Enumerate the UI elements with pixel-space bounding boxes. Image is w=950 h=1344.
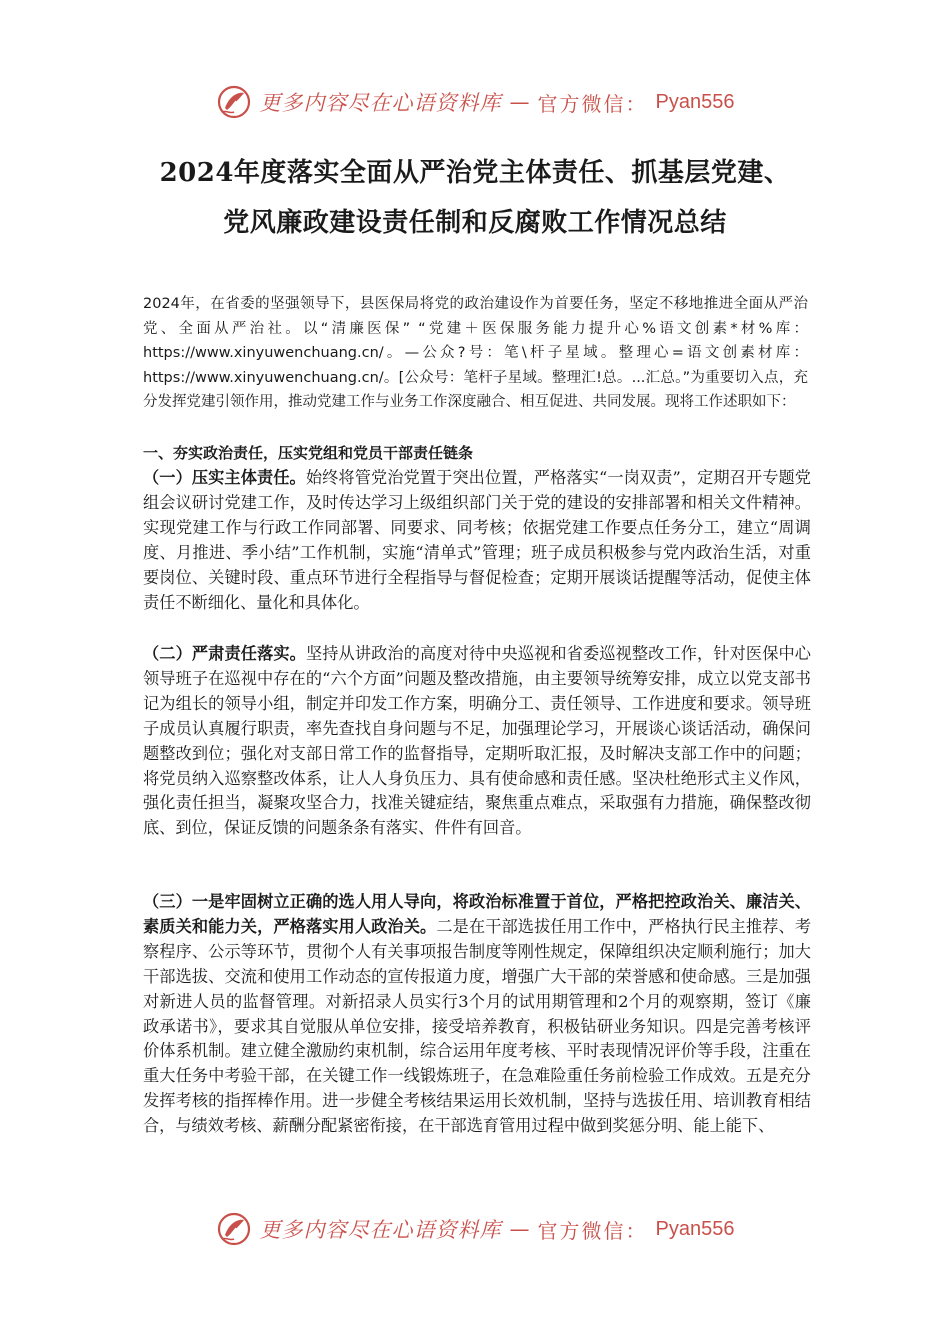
section-heading-1: 一、夯实政治责任，压实党组和党员干部责任链条 (143, 444, 474, 462)
title-line-1: 2024年度落实全面从严治党主体责任、抓基层党建、 (159, 158, 791, 188)
banner-wechat-label: 官方微信： (537, 91, 648, 116)
paragraph-2-body: 坚持从讲政治的高度对待中央巡视和省委巡视整改工作，针对医保中心领导班子在巡视中存在的“六个方面”问题及整改措施，由主要领导统筹安排，成立以党支部书记为组长的领导小组，制定并印发工作方案，明确分工、责任领导、工作进度和要求。领导班子成员认真履行职责，率先查找自身问题与不足，加强理论学习，开展谈心谈话活动，确保问题整改到位；强化对支部日常工作的监督指导，定期听取汇报，及时解决支部工作中的问题；将党员纳入巡察整改体系，让人人身负压力、具有使命感和责任感。坚决杜绝形式主义作风，强化责任担当，凝聚攻坚合力，找准关键症结，聚焦重点难点，采取强有力措施，确保整改彻底、到位，保证反馈的问题条条有落实、件件有回音。 (143, 644, 811, 838)
quill-ribbon-logo-icon (216, 1211, 252, 1247)
banner-text: 更多内容尽在心语资料库 (259, 91, 502, 115)
banner-dash: — (509, 90, 530, 114)
banner-wechat-id: Pyan556 (655, 90, 735, 113)
banner-text: 更多内容尽在心语资料库 (259, 1218, 502, 1242)
banner-wechat-id: Pyan556 (655, 1217, 735, 1240)
paragraph-1-body: 始终将管党治党置于突出位置，严格落实“一岗双责”，定期召开专题党组会议研讨党建工作，及时传达学习上级组织部门关于党的建设的安排部署和相关文件精神。实现党建工作与行政工作同部署、同要求、同考核；依据党建工作要点任务分工，建立“周调度、月推进、季小结”工作机制，实施“清单式”管理；班子成员积极参与党内政治生活，对重要岗位、关键时段、重点环节进行全程指导与督促检查；定期开展谈话提醒等活动，促使主体责任不断细化、量化和具体化。 (143, 468, 811, 612)
banner-dash: — (509, 1217, 530, 1241)
paragraph-3-lead: （三）一是牢固树立正确的选人用人导向，将政治标准置于首位，严格把控政治关、廉洁关、素质关和能力关，严格落实用人政治关。 (143, 892, 811, 936)
quill-ribbon-logo-icon (216, 84, 252, 120)
banner-wechat-label: 官方微信： (537, 1218, 648, 1243)
paragraph-1-lead: （一）压实主体责任。 (143, 468, 306, 487)
paragraph-2 (143, 642, 811, 841)
paragraph-1 (143, 466, 811, 615)
document-title (120, 148, 830, 248)
header-watermark-banner (0, 80, 950, 124)
title-line-2: 党风廉政建设责任制和反腐败工作情况总结 (223, 208, 727, 238)
paragraph-2-lead: （二）严肃责任落实。 (143, 644, 306, 663)
intro-paragraph: 2024年，在省委的坚强领导下，县医保局将党的政治建设作为首要任务，坚定不移地推进全面从严治党、全面从严治社。以“清廉医保” “党建＋医保服务能力提升心%语文创素*材%库：https://www.xinyuwenchuang.cn/。—公众?号：笔\杆子星域。整理心=语文创素材库：https://www.xinyuwenchuang.cn/。[公众号：笔杆子星域。整理汇!总。...汇总。”为重要切入点，充分发挥党建引领作用，推动党建工作与业务工作深度融合、相互促进、共同发展。现将工作述职如下： (143, 296, 808, 411)
footer-watermark-banner (0, 1207, 950, 1251)
paragraph-3 (143, 890, 811, 1190)
paragraph-3-body: 二是在干部选拔任用工作中，严格执行民主推荐、考察程序、公示等环节，贯彻个人有关事项报告制度等刚性规定，保障组织决定顺利施行；加大干部选拔、交流和使用工作动态的宣传报道力度，增强广大干部的荣誉感和使命感。三是加强对新进人员的监督管理。对新招录人员实行3个月的试用期管理和2个月的观察期，签订《廉政承诺书》，要求其自觉服从单位安排，接受培养教育，积极钻研业务知识。四是完善考核评价体系机制。建立健全激励约束机制，综合运用年度考核、平时表现情况评价等手段，注重在重大任务中考验干部，在关键工作一线锻炼班子，在急难险重任务前检验工作成效。五是充分发挥考核的指挥棒作用。进一步健全考核结果运用长效机制，坚持与选拔任用、培训教育相结合，与绩效考核、薪酬分配紧密衔接，在干部选育管用过程中做到奖惩分明、能上能下、 (143, 916, 811, 1136)
